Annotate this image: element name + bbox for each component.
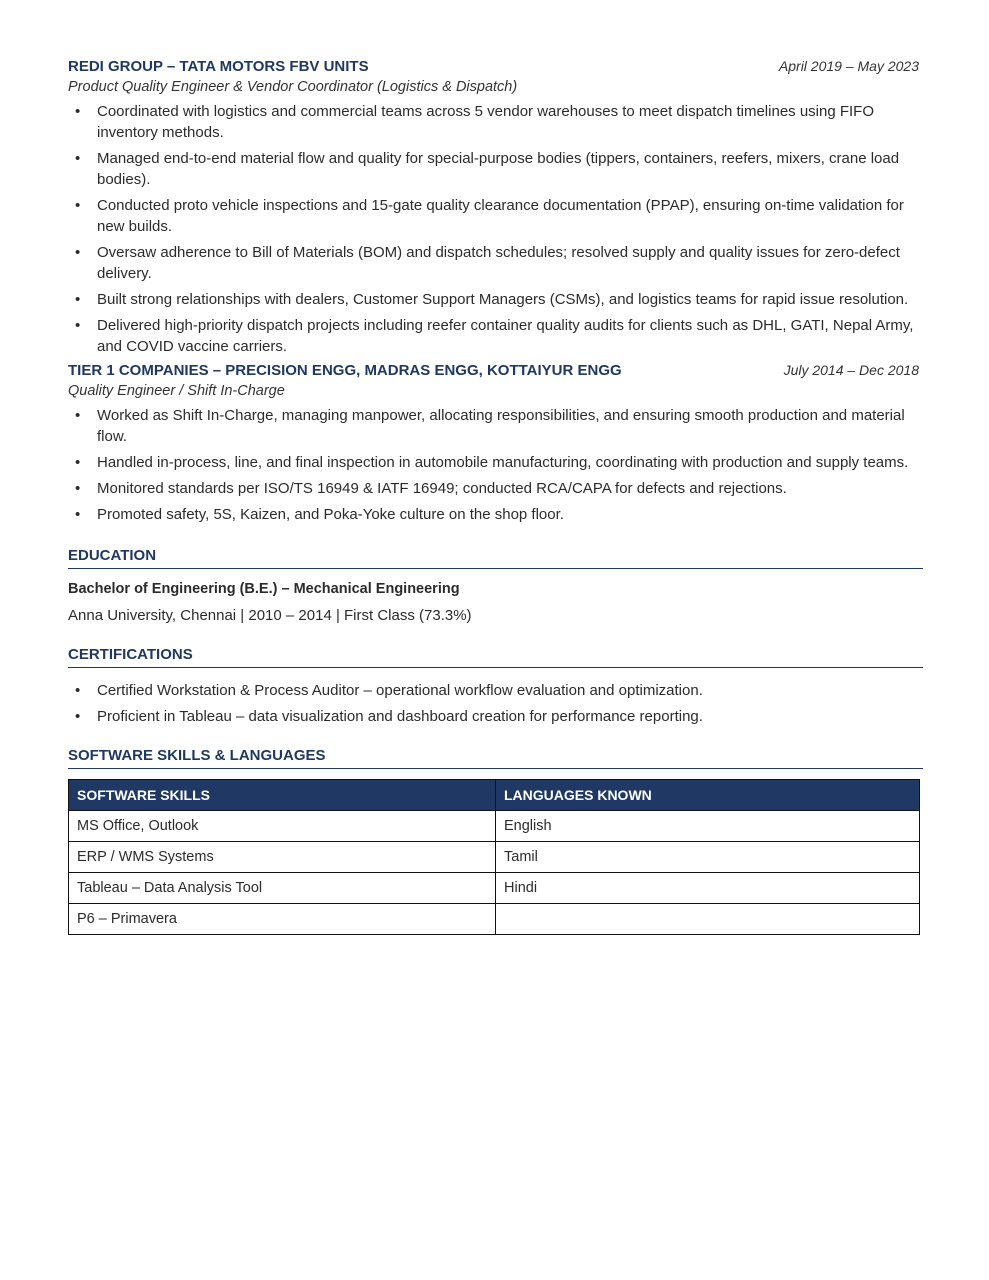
skills-table xyxy=(68,779,920,935)
company-name: REDI GROUP – TATA MOTORS FBV UNITS xyxy=(68,58,369,75)
certification-list xyxy=(68,680,923,727)
job-header xyxy=(68,362,923,379)
section-title-education: EDUCATION xyxy=(68,547,923,569)
column-header-software: SOFTWARE SKILLS xyxy=(69,780,496,811)
section-title-skills: SOFTWARE SKILLS & LANGUAGES xyxy=(68,747,923,769)
table-row xyxy=(69,873,920,904)
education-detail: Anna University, Chennai | 2010 – 2014 | First Class (73.3%) xyxy=(68,607,472,624)
resume-page xyxy=(68,58,923,935)
job-bullet: • Conducted proto vehicle inspections and 15-gate quality clearance documentation (PPAP), ensuring on-time validation for new builds. xyxy=(68,195,923,237)
job-header xyxy=(68,58,923,75)
experience-entry xyxy=(68,58,923,357)
certification-item: • Proficient in Tableau – data visualization and dashboard creation for performance reporting. xyxy=(68,706,923,727)
language-cell xyxy=(496,904,920,935)
job-role: Product Quality Engineer & Vendor Coordinator (Logistics & Dispatch) xyxy=(68,79,518,95)
job-bullet: • Built strong relationships with dealers, Customer Support Managers (CSMs), and logistics teams for rapid issue resolution. xyxy=(68,289,923,310)
certification-item: • Certified Workstation & Process Auditor – operational workflow evaluation and optimization. xyxy=(68,680,923,701)
job-bullet-list xyxy=(68,405,923,525)
software-skill-cell: ERP / WMS Systems xyxy=(69,842,496,873)
table-row xyxy=(69,904,920,935)
job-bullet: • Managed end-to-end material flow and quality for special-purpose bodies (tippers, containers, reefers, mixers, crane load bodies). xyxy=(68,148,923,190)
company-name: TIER 1 COMPANIES – PRECISION ENGG, MADRAS ENGG, KOTTAIYUR ENGG xyxy=(68,362,622,379)
table-row xyxy=(69,811,920,842)
software-skill-cell: Tableau – Data Analysis Tool xyxy=(69,873,496,904)
language-cell: Hindi xyxy=(496,873,920,904)
job-bullet: • Delivered high-priority dispatch projects including reefer container quality audits for clients such as DHL, GATI, Nepal Army, and COVID vaccine carriers. xyxy=(68,315,923,357)
language-cell: Tamil xyxy=(496,842,920,873)
column-header-languages: LANGUAGES KNOWN xyxy=(496,780,920,811)
education-degree: Bachelor of Engineering (B.E.) – Mechanical Engineering xyxy=(68,581,460,597)
certifications-section xyxy=(68,646,923,727)
job-bullet: • Monitored standards per ISO/TS 16949 & IATF 16949; conducted RCA/CAPA for defects and rejections. xyxy=(68,478,923,499)
job-bullet: • Worked as Shift In-Charge, managing manpower, allocating responsibilities, and ensuring smooth production and material flow. xyxy=(68,405,923,447)
skills-section xyxy=(68,747,923,935)
table-header-row xyxy=(69,780,920,811)
software-skill-cell: P6 – Primavera xyxy=(69,904,496,935)
job-bullet: • Oversaw adherence to Bill of Materials (BOM) and dispatch schedules; resolved supply and quality issues for zero-defect delivery. xyxy=(68,242,923,284)
job-bullet: • Coordinated with logistics and commercial teams across 5 vendor warehouses to meet dispatch timelines using FIFO inventory methods. xyxy=(68,101,923,143)
education-section xyxy=(68,547,923,624)
job-dates: July 2014 – Dec 2018 xyxy=(783,362,919,378)
software-skill-cell: MS Office, Outlook xyxy=(69,811,496,842)
job-dates: April 2019 – May 2023 xyxy=(778,58,919,74)
job-role: Quality Engineer / Shift In-Charge xyxy=(68,383,285,399)
language-cell: English xyxy=(496,811,920,842)
job-bullet-list xyxy=(68,101,923,357)
experience-entry xyxy=(68,362,923,525)
table-row xyxy=(69,842,920,873)
job-bullet: • Promoted safety, 5S, Kaizen, and Poka-Yoke culture on the shop floor. xyxy=(68,504,923,525)
job-bullet: • Handled in-process, line, and final inspection in automobile manufacturing, coordinating with production and supply teams. xyxy=(68,452,923,473)
section-title-certifications: CERTIFICATIONS xyxy=(68,646,923,668)
